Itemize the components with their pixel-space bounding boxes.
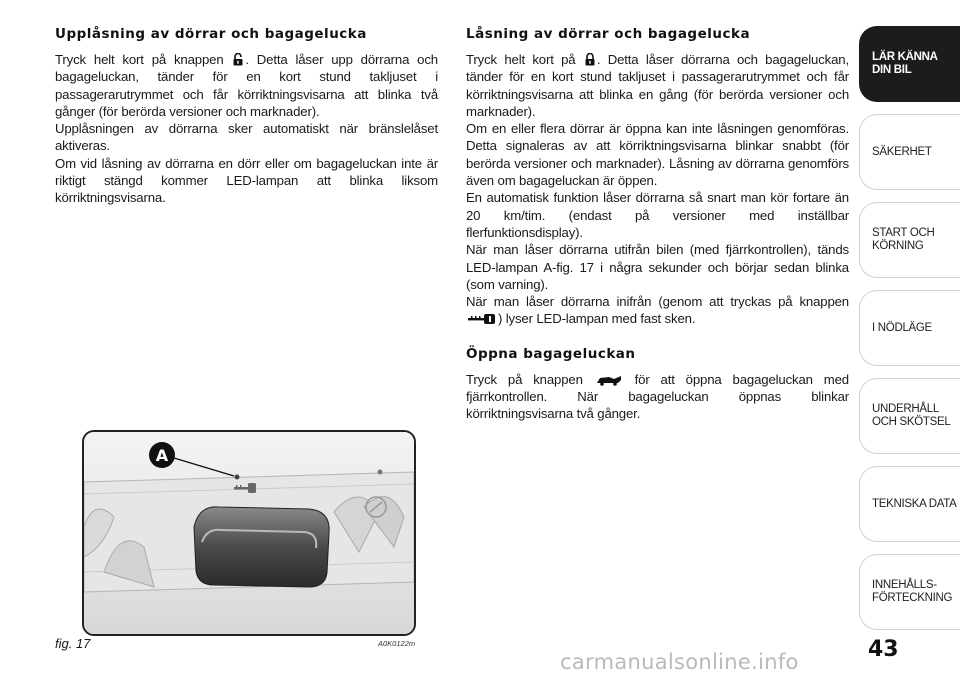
right-column [466, 26, 849, 423]
tab-i-nodlage[interactable] [859, 290, 960, 366]
unlock-text-b: . Detta låser upp dörrarna och bagageluckan, tänder för en kort stund takljuset i passagerarutrymmet och får körriktningsvisarna att blinka två gånger (för berörda versioner och marknader). [55, 52, 438, 119]
lock-open-doors-text: Om en eller flera dörrar är öppna kan inte låsningen genomföras. Detta signaleras av att körriktningsvisarna blinkar snabbt (för berörda versioner och marknader). Låsning av dörrarna genomförs även om bagageluckan är öppen. [466, 121, 849, 189]
lock-inside-text-b: ) lyser LED-lampan med fast sken. [498, 311, 696, 327]
watermark: carmanualsonline.info [560, 650, 799, 674]
lock-paragraph [466, 51, 849, 328]
trunk-section-title: Öppna bagageluckan [466, 345, 636, 362]
trunk-text-a: Tryck på knappen [466, 371, 583, 387]
tab-label: INNEHÅLLS- FÖRTECKNING [872, 579, 953, 604]
lock-text-b: . Detta låser dörrarna och bagageluckan, tänder för en kort stund takljuset i passagerarutrymmet och får körriktningsvisarna att blinka en gång (för berörda versioner och marknader). [466, 52, 849, 119]
figure-trunk-handle [82, 430, 416, 636]
left-column [55, 26, 438, 207]
tab-label: TEKNISKA DATA [872, 497, 957, 510]
trunk-paragraph [466, 371, 849, 423]
tab-underhall-och-skotsel[interactable] [859, 378, 960, 454]
lock-auto-text: En automatisk funktion låser dörrarna så snart man kör fortare än 20 km/tim. (endast på versioner med inställbar flerfunktionsdisplay). [466, 190, 849, 240]
tab-label: SÄKERHET [872, 145, 932, 158]
unlock-paragraph [55, 51, 438, 207]
figure-caption: fig. 17 [55, 636, 91, 651]
tab-label: UNDERHÅLL OCH SKÖTSEL [872, 403, 951, 428]
figure-code: A0K0122m [378, 639, 416, 648]
tab-innehallsforteckning[interactable] [859, 554, 960, 630]
tab-start-och-korning[interactable] [859, 202, 960, 278]
chapter-sidebar [859, 26, 960, 642]
unlock-padlock-icon [233, 53, 243, 66]
lock-text-a: Tryck helt kort på [466, 52, 576, 67]
unlock-text-a: Tryck helt kort på knappen [55, 52, 224, 67]
door-lock-key-icon [468, 313, 496, 325]
tab-tekniska-data[interactable] [859, 466, 960, 542]
trunk-handle-illustration [84, 432, 414, 634]
tab-lar-kanna-din-bil[interactable] [859, 26, 960, 102]
page-number: 43 [868, 637, 899, 662]
unlock-section-title: Upplåsning av dörrar och bagagelucka [55, 26, 367, 42]
lock-padlock-icon [585, 53, 595, 66]
trunk-text-b: för att öppna bagageluckan med fjärrkontrollen. När bagageluckan öppnas blinkar körriktningsvisarna två gånger. [466, 371, 849, 422]
lock-inside-text-a: När man låser dörrarna inifrån (genom att tryckas på knappen [466, 294, 849, 310]
tab-sakerhet[interactable] [859, 114, 960, 190]
lock-outside-text: När man låser dörrarna utifrån bilen (med fjärrkontrollen), tänds LED-lampan A-fig. 17 i några sekunder och börjar sedan blinka (som varning). [466, 242, 849, 292]
tab-label: I NÖDLÄGE [872, 321, 932, 334]
tab-label: LÄR KÄNNA DIN BIL [872, 51, 938, 76]
unlock-fuel-text: Upplåsningen av dörrarna sker automatiskt när bränslelåset aktiveras. [55, 121, 438, 154]
car-trunk-icon [596, 374, 622, 386]
marker-a-label: A [155, 446, 169, 465]
unlock-led-text: Om vid låsning av dörrarna en dörr eller om bagageluckan inte är riktigt stängd kommer LED-lampan att blinka liksom körriktningsvisarna. [55, 155, 438, 206]
lock-section-title: Låsning av dörrar och bagagelucka [466, 26, 751, 42]
tab-label: START OCH KÖRNING [872, 227, 935, 252]
